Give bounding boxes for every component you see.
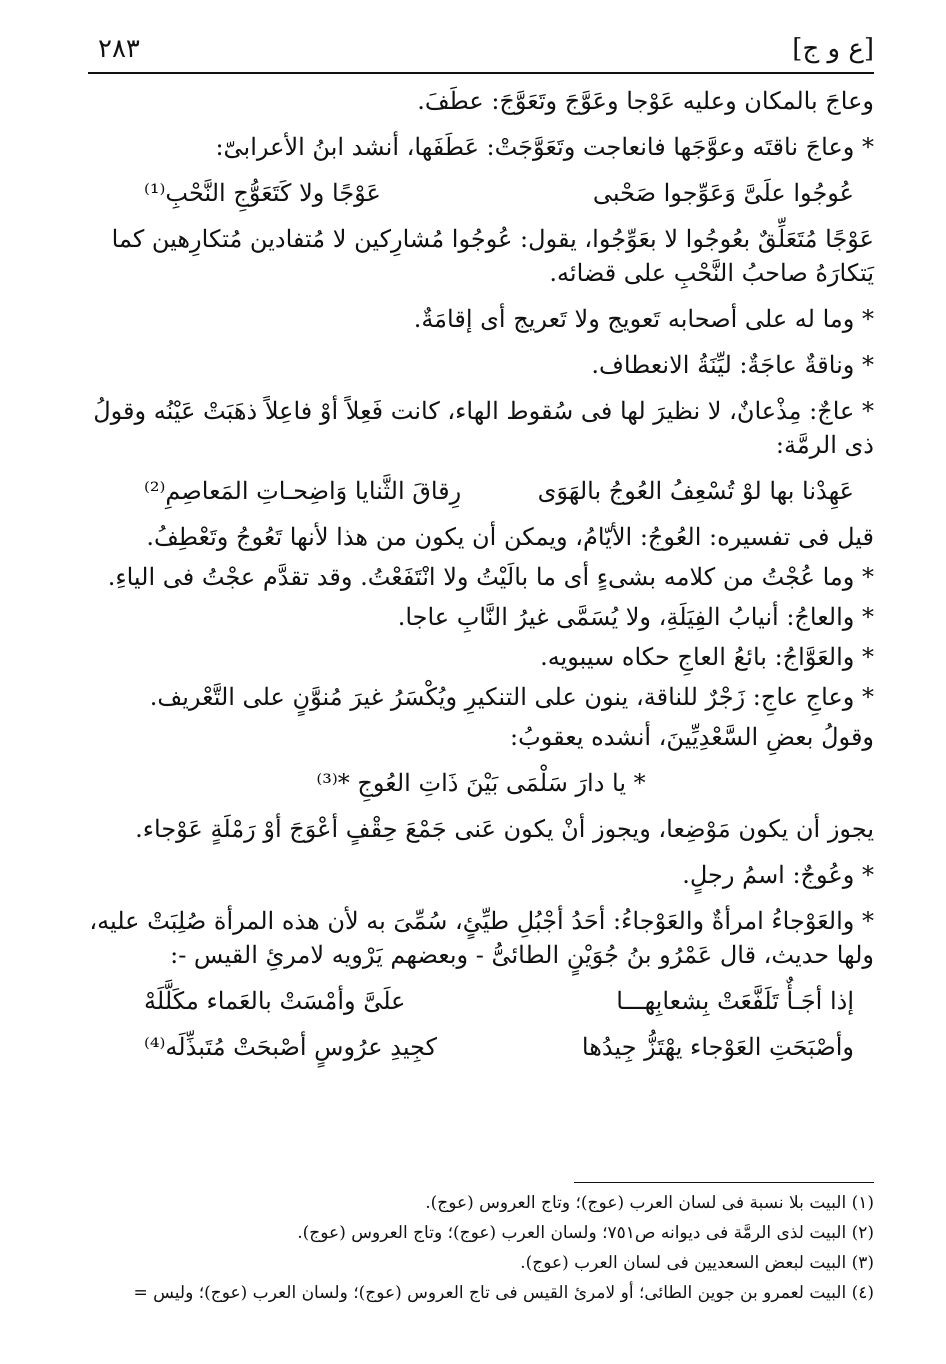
paragraph: * وناقةٌ عاجَةٌ: ليِّنَةُ الانعطاف. bbox=[591, 351, 874, 379]
verse-second-hemistich: كجِيدِ عرُوسٍ أصْبحَتْ مُتَبذِّلَه⁽⁴⁾ bbox=[144, 1033, 437, 1061]
verse-first-hemistich: وأصْبَحَتِ العَوْجاء يهْتَزُّ جِيدُها bbox=[581, 1033, 854, 1061]
paragraph: * وعاجَ ناقتَه وعوَّجَها فانعاجت وتَعَوَّجَتْ: عَطَفَها، أنشد ابنُ الأعرابىّ: bbox=[215, 133, 874, 161]
verse-line bbox=[88, 474, 874, 508]
paragraph: يجوز أن يكون مَوْضِعا، ويجوز أنْ يكون عَنى جَمْعَ حِقْفٍ أعْوَجَ أوْ رَمْلَةٍ عَوْجاء. bbox=[135, 815, 874, 843]
footnote-rule bbox=[574, 1182, 874, 1183]
verse-centered: * يا دارَ سَلْمَى بَيْنَ ذَاتِ العُوجِ *⁽³⁾ bbox=[316, 769, 646, 797]
verse-first-hemistich: عُوجُوا علَىَّ وَعَوِّجوا صَحْبى bbox=[592, 179, 854, 207]
paragraph: * والعَوَّاجُ: بائعُ العاجِ حكاه سيبويه. bbox=[540, 643, 874, 671]
verse-first-hemistich: عَهِدْنا بها لوْ تُسْعِفُ العُوجُ بالهَوَى bbox=[537, 477, 854, 505]
paragraph: قيل فى تفسيره: العُوجُ: الأيّامُ، ويمكن أن يكون من هذا لأنها تَعُوجُ وتَعْطِفُ. bbox=[146, 523, 874, 551]
footnotes bbox=[88, 1188, 874, 1308]
paragraph: عَوْجًا مُتَعَلِّقٌ بعُوجُوا لا بعَوِّجُوا، يقول: عُوجُوا مُشارِكين لا مُتفادين مُتكارِهين كما يَتكارَهُ صاحبُ النَّحْبِ على قضائه. bbox=[111, 225, 874, 287]
footnote: (٣) البيت لبعض السعديين فى لسان العرب (عوج). bbox=[520, 1253, 874, 1273]
paragraph: * وما له على أصحابه تَعويج ولا تَعريج أى إقامَةٌ. bbox=[413, 305, 874, 333]
paragraph: * والعَوْجاءُ امرأةٌ والعَوْجاءُ: أحَدُ أجْبُلِ طيِّئٍ، سُمِّىَ به لأن هذه المرأة صُلِبَتْ عليه، ولها حديث، قال عَمْرُو بنُ جُوَيْنٍ الطائىُّ - وبعضهم يَرْويه لامرئِ القيس -: bbox=[89, 907, 874, 969]
paragraph: * وعاجِ عاجِ: زَجْرٌ للناقة، ينون على التنكيرِ ويُكْسَرُ غيرَ مُنوَّنٍ على التَّعْريف. bbox=[149, 683, 874, 711]
verse-second-hemistich: عَوْجًا ولا كَتَعَوُّجِ النَّحْبِ⁽¹⁾ bbox=[144, 179, 381, 207]
paragraph: * عاجٌ: مِذْعانٌ، لا نظيرَ لها فى سُقوط الهاء، كانت فَعِلاً أوْ فاعِلاً ذهَبَتْ عَيْنُه وقولُ ذى الرمَّة: bbox=[93, 397, 874, 459]
verse-line bbox=[88, 984, 874, 1018]
footnote: (٤) البيت لعمرو بن جوين الطائى؛ أو لامرئ القيس فى تاج العروس (عوج)؛ ولسان العرب (عوج)؛ وليس = bbox=[133, 1283, 874, 1303]
verse-first-hemistich: إذا أجَـأٌ تَلَفَّعَتْ بِشعابِهـــا bbox=[616, 987, 854, 1015]
verse-second-hemistich: رِقاقَ الثَّنايا وَاضِحـاتِ المَعاصِمِ⁽²⁾ bbox=[144, 477, 462, 505]
paragraph: وعاجَ بالمكان وعليه عَوْجا وعَوَّجَ وتَعَوَّجَ: عطَفَ. bbox=[417, 87, 874, 115]
paragraph: * والعاجُ: أنيابُ الفِيَلَةِ، ولا يُسَمَّى غيرُ النَّابِ عاجا. bbox=[397, 603, 874, 631]
header-rule bbox=[88, 72, 874, 74]
verse-line bbox=[88, 1030, 874, 1064]
paragraph: * وعُوجٌ: اسمُ رجلٍ. bbox=[682, 861, 874, 889]
entry-body bbox=[88, 84, 874, 1076]
paragraph: * وما عُجْتُ من كلامه بشىءٍ أى ما بالَيْتُ ولا انْتَفَعْتُ. وقد تقدَّم عجْتُ فى الياءِ. bbox=[107, 563, 874, 591]
footnote: (٢) البيت لذى الرمَّة فى ديوانه ص٧٥١؛ ولسان العرب (عوج)؛ وتاج العروس (عوج). bbox=[297, 1223, 874, 1243]
footnote: (١) البيت بلا نسبة فى لسان العرب (عوج)؛ وتاج العروس (عوج). bbox=[425, 1193, 874, 1213]
paragraph: وقولُ بعضِ السَّعْدِيِّينَ، أنشده يعقوبُ: bbox=[510, 723, 874, 751]
page-number: ٢٨٣ bbox=[98, 34, 140, 64]
verse-line bbox=[88, 176, 874, 210]
verse-second-hemistich: علَىَّ وأمْسَتْ بالعَماء مكَلَّلَهْ bbox=[144, 987, 406, 1015]
root-heading: [ع و ج] bbox=[792, 34, 874, 64]
